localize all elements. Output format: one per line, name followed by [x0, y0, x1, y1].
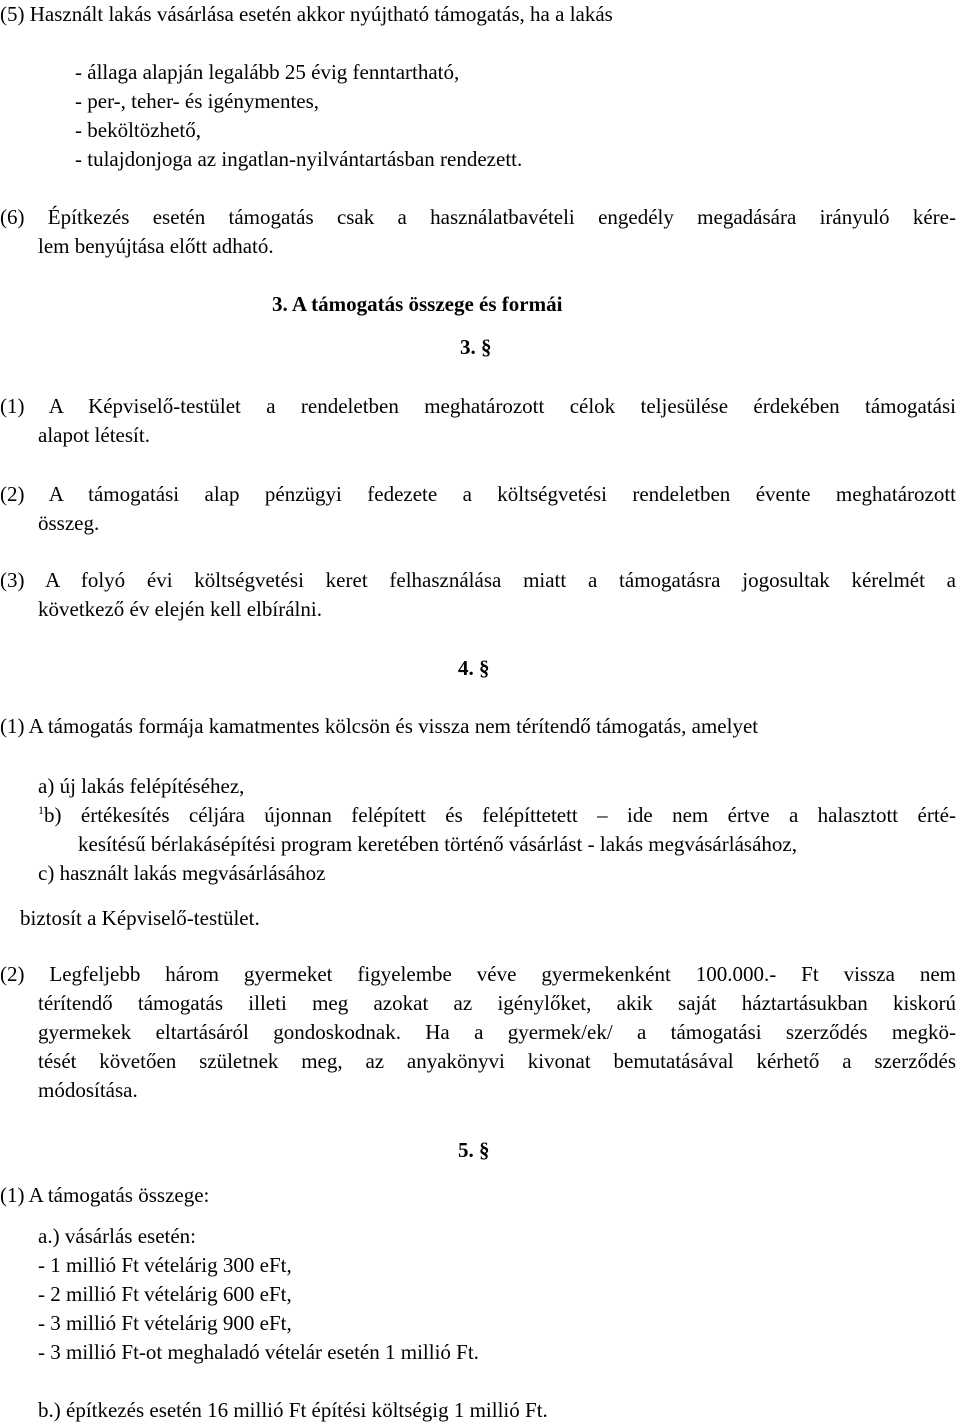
- section-4-p2-line4: tését követően születnek meg, az anyakönyvi kivonat bemutatásával kérhető a szerződés: [38, 1049, 956, 1073]
- section-4-p2-line5: módosítása.: [38, 1078, 138, 1102]
- list-item: - 3 millió Ft vételárig 900 eFt,: [38, 1311, 292, 1335]
- section-4-item-b-line1: [38, 801, 956, 833]
- list-item: - per-, teher- és igénymentes,: [75, 89, 320, 113]
- paragraph-6-line1: (6) Építkezés esetén támogatás csak a használatbavételi engedély megadására irányuló kére-: [0, 205, 956, 229]
- section-3-p3-line2: következő év elején kell elbírálni.: [38, 597, 322, 621]
- section-5-p1: (1) A támogatás összege:: [0, 1183, 210, 1207]
- section-5-item-b: b.) építkezés esetén 16 millió Ft építési költségig 1 millió Ft.: [38, 1398, 548, 1422]
- list-item: - 2 millió Ft vételárig 600 eFt,: [38, 1282, 292, 1306]
- section-3-p1-line2: alapot létesít.: [38, 423, 150, 447]
- section-4-item-c: c) használt lakás megvásárlásához: [38, 861, 326, 885]
- section-4-p1: (1) A támogatás formája kamatmentes kölcsön és vissza nem térítendő támogatás, amelyet: [0, 714, 759, 738]
- section-4-p2-line1: (2) Legfeljebb három gyermeket figyelembe véve gyermekenként 100.000.- Ft vissza nem: [0, 962, 956, 986]
- section-4-item-b-line2: kesítésű bérlakásépítési program keretében történő vásárlást - lakás megvásárlásához,: [78, 832, 797, 856]
- section-3-number: 3. §: [460, 335, 492, 359]
- section-5-item-a-title: a.) vásárlás esetén:: [38, 1224, 197, 1248]
- paragraph-5-intro: (5) Használt lakás vásárlása esetén akkor nyújtható támogatás, ha a lakás: [0, 2, 613, 26]
- section-3-p2-line2: összeg.: [38, 511, 100, 535]
- chapter-title: 3. A támogatás összege és formái: [272, 292, 563, 316]
- section-4-item-a: a) új lakás felépítéséhez,: [38, 774, 245, 798]
- list-item: - 3 millió Ft-ot meghaladó vételár esetén 1 millió Ft.: [38, 1340, 479, 1364]
- footnote-marker: 1: [38, 803, 44, 817]
- section-3-p2-line1: (2) A támogatási alap pénzügyi fedezete a költségvetési rendeletben évente meghatározott: [0, 482, 956, 506]
- section-4-item-b-text: b) értékesítés céljára újonnan felépített és felépíttetett – ide nem értve a halasztott érté-: [44, 803, 956, 827]
- section-3-p3-line1: (3) A folyó évi költségvetési keret felhasználása miatt a támogatásra jogosultak kérelmét a: [0, 568, 956, 592]
- section-3-p1-line1: (1) A Képviselő-testület a rendeletben meghatározott célok teljesülése érdekében támogatási: [0, 394, 956, 418]
- section-4-closing: biztosít a Képviselő-testület.: [20, 906, 260, 930]
- list-item: - tulajdonjoga az ingatlan-nyilvántartásban rendezett.: [75, 147, 523, 171]
- list-item: - beköltözhető,: [75, 118, 201, 142]
- section-5-number: 5. §: [458, 1138, 490, 1162]
- list-item: - állaga alapján legalább 25 évig fenntartható,: [75, 60, 460, 84]
- section-4-number: 4. §: [458, 656, 490, 680]
- list-item: - 1 millió Ft vételárig 300 eFt,: [38, 1253, 292, 1277]
- paragraph-6-line2: lem benyújtása előtt adható.: [38, 234, 274, 258]
- section-4-p2-line2: térítendő támogatás illeti meg azokat az igénylőket, akik saját háztartásukban kiskorú: [38, 991, 956, 1015]
- section-4-p2-line3: gyermekek eltartásáról gondoskodnak. Ha a gyermek/ek/ a támogatási szerződés megkö-: [38, 1020, 956, 1044]
